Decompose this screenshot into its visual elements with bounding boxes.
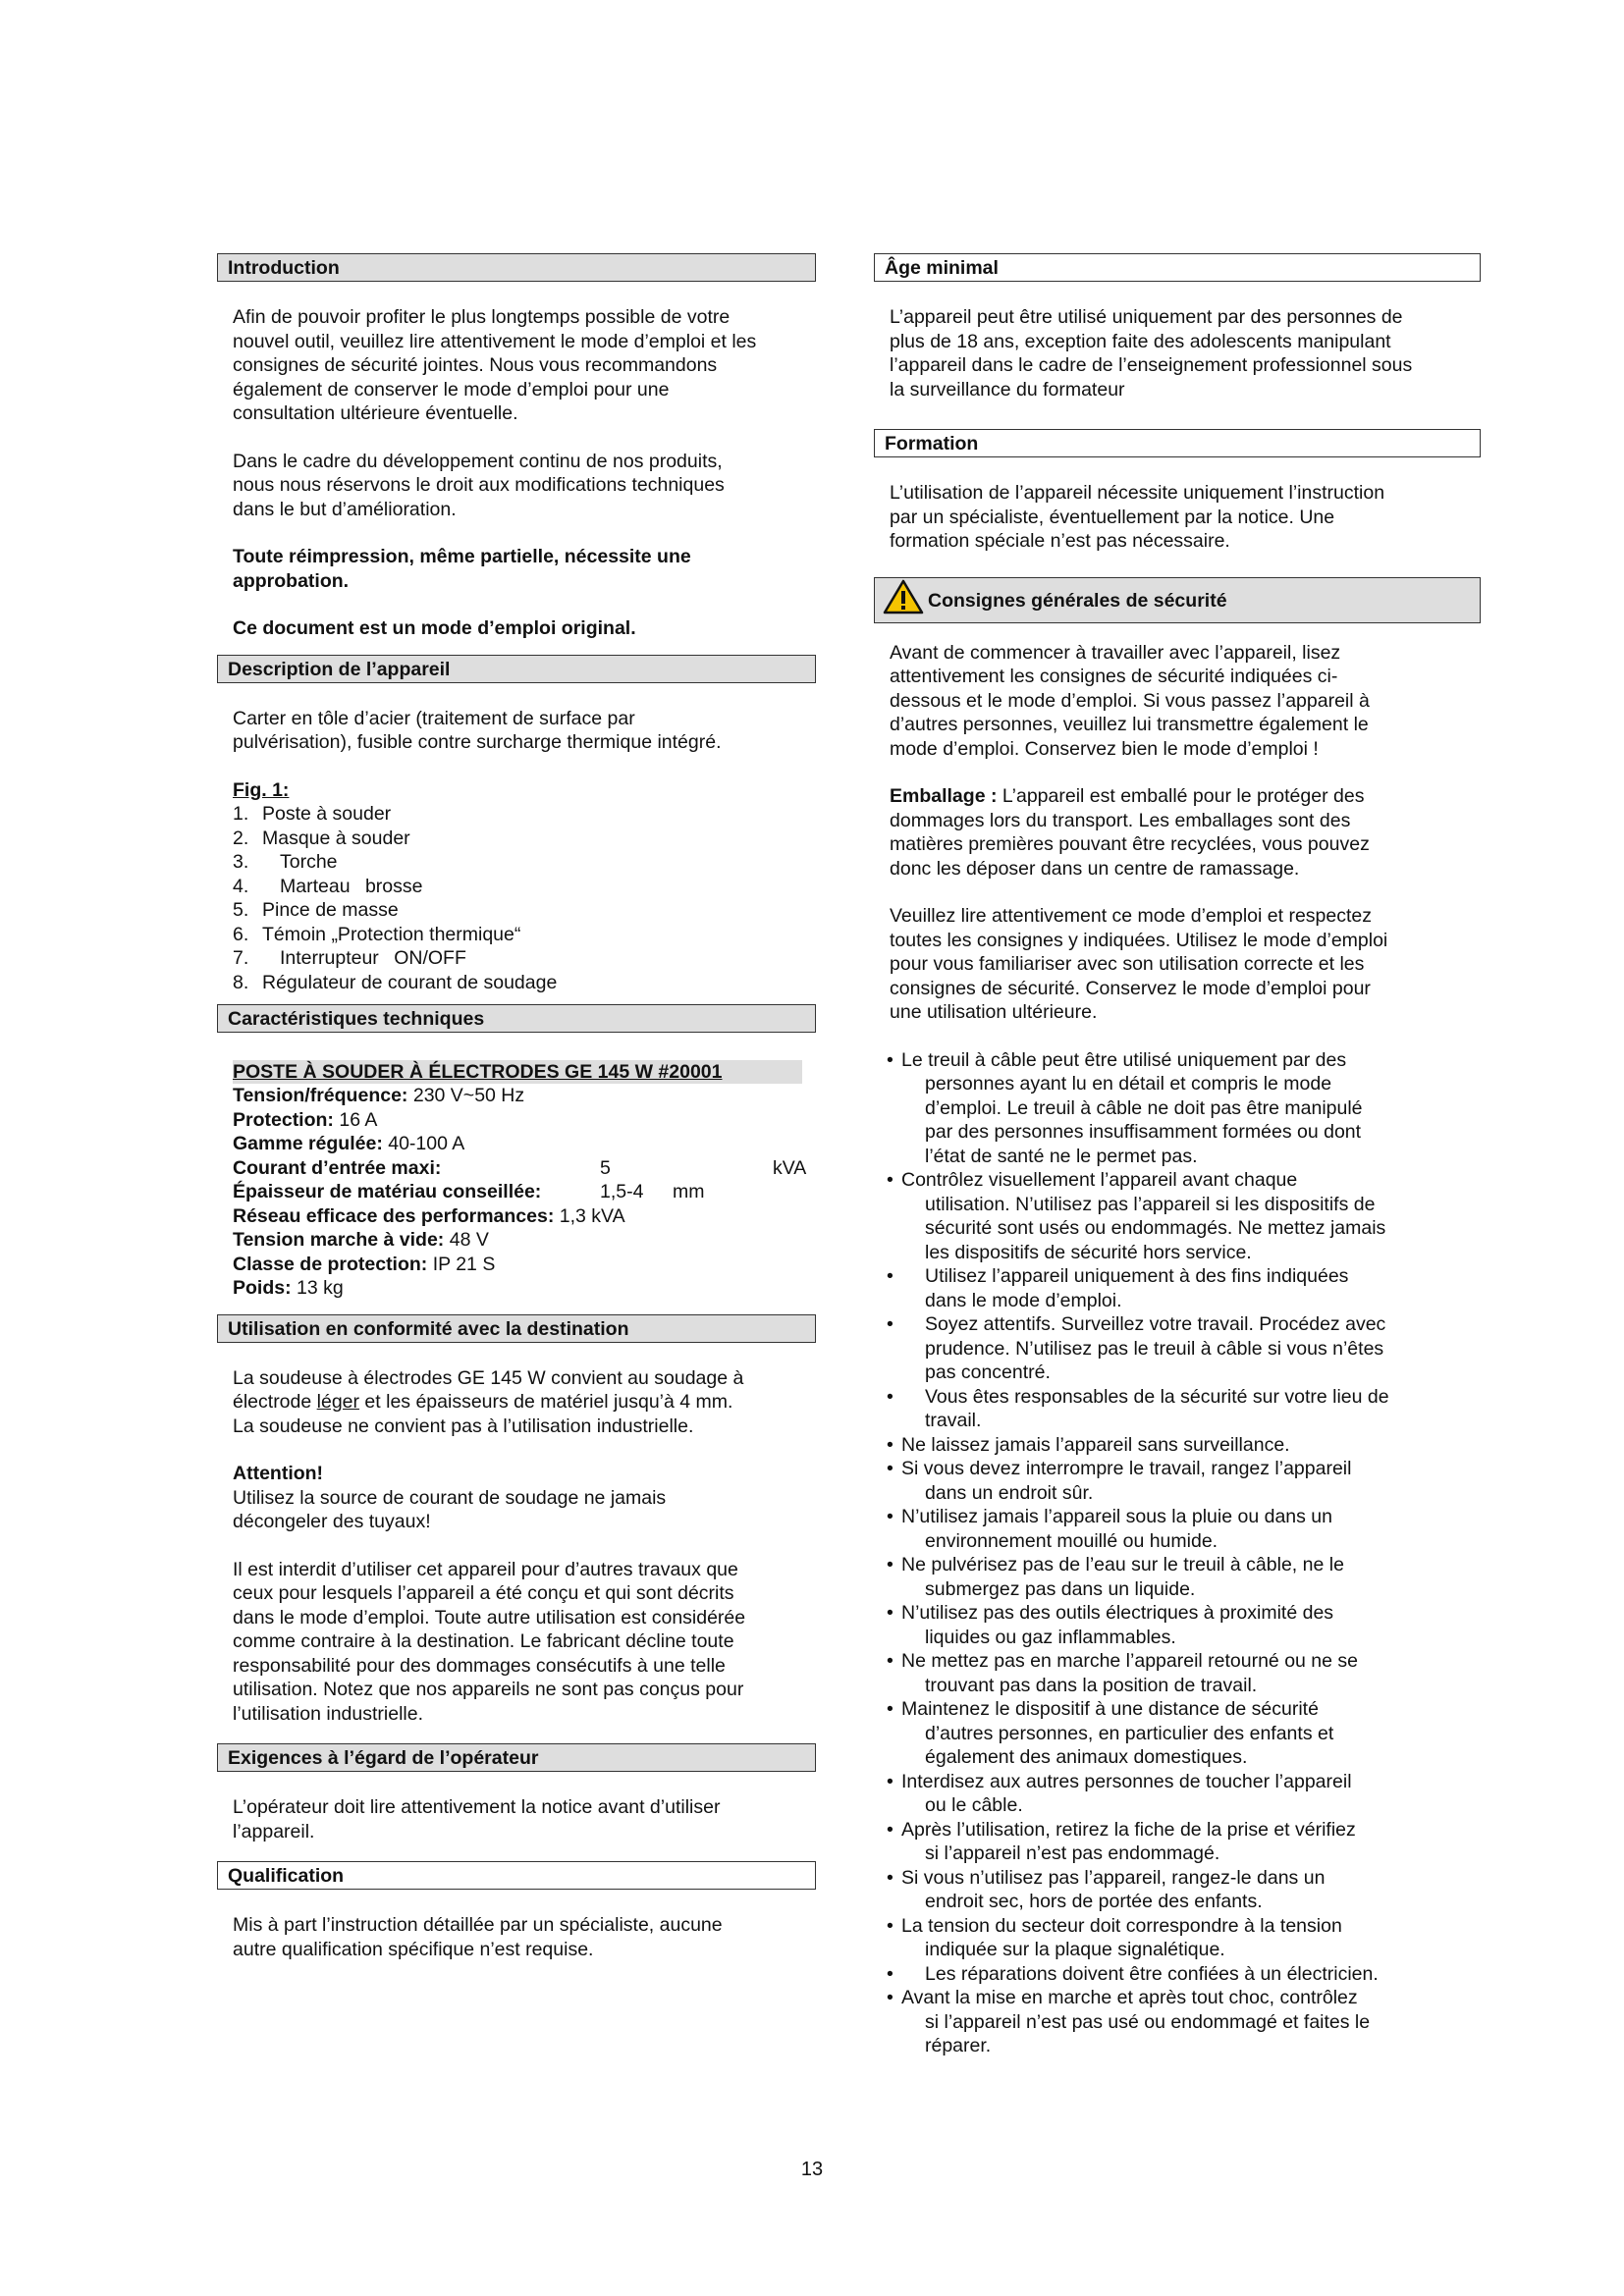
spec-label: Épaisseur de matériau conseillée: [233, 1181, 542, 1202]
bullet-icon: • [887, 1818, 893, 1841]
section-heading-text: Consignes générales de sécurité [928, 589, 1227, 612]
bullet-icon: • [887, 1914, 893, 1937]
text-line: d’autres personnes, veuillez lui transmettre également le [890, 714, 1369, 735]
item-text: Masque à souder [262, 827, 410, 849]
list-item [874, 1337, 1481, 1362]
list-item [874, 1722, 1481, 1746]
bullet-icon: • [887, 1265, 893, 1287]
text-line: consultation ultérieure éventuelle. [233, 402, 518, 424]
list-item [874, 2010, 1481, 2035]
spec-label: Tension/fréquence: [233, 1085, 408, 1106]
list-item [874, 1914, 1481, 1939]
spec-label: Courant d’entrée maxi: [233, 1156, 442, 1179]
item-text: Pince de masse [262, 899, 399, 921]
list-item [233, 802, 816, 827]
list-item [874, 1312, 1481, 1337]
spec-row [233, 1204, 816, 1229]
operator-paragraph [217, 1795, 816, 1843]
bullet-text: Utilisez l’appareil uniquement à des fins indiquées [925, 1265, 1349, 1287]
original-document-notice: Ce document est un mode d’emploi original. [233, 617, 636, 639]
bullet-icon: • [887, 1506, 893, 1527]
list-item [874, 1481, 1481, 1506]
bullet-text: indiquée sur la plaque signalétique. [925, 1939, 1225, 1960]
bullet-text: Avant la mise en marche et après tout choc, contrôlez [901, 1987, 1358, 2008]
text-line: dommages lors du transport. Les emballages sont des [890, 809, 1351, 831]
text-fragment: et les épaisseurs de matériel jusqu’à 4 mm. [359, 1391, 733, 1413]
bullet-text: travail. [925, 1410, 982, 1431]
bullet-icon: • [887, 1770, 893, 1792]
text-line: comme contraire à la destination. Le fabricant décline toute [233, 1630, 734, 1652]
bullet-text: Interdisez aux autres personnes de toucher l’appareil [901, 1770, 1352, 1792]
spec-label: Protection: [233, 1108, 334, 1131]
list-item [874, 1072, 1481, 1096]
text-line: consignes de sécurité jointes. Nous vous recommandons [233, 354, 718, 376]
bullet-text: d’emploi. Le treuil à câble ne doit pas être manipulé [925, 1096, 1363, 1119]
text-line: formation spéciale n’est pas nécessaire. [890, 530, 1230, 552]
section-heading-specifications: Caractéristiques techniques [217, 1004, 816, 1033]
bullet-text: Les réparations doivent être confiées à un électricien. [925, 1962, 1379, 1985]
text-line: nouvel outil, veuillez lire attentivement le mode d’emploi et les [233, 330, 757, 352]
bullet-text: personnes ayant lu en détail et compris le mode [925, 1073, 1332, 1095]
text-line: une utilisation ultérieure. [890, 1001, 1098, 1023]
text-line [890, 784, 1481, 809]
list-item [874, 1962, 1481, 1987]
text-line: toutes les consignes y indiquées. Utilisez le mode d’emploi [890, 929, 1388, 951]
text-line: l’appareil dans le cadre de l’enseignement professionnel sous [890, 354, 1413, 376]
spec-value: 5 [600, 1156, 611, 1179]
text-line: L’appareil peut être utilisé uniquement par des personnes de [890, 306, 1403, 328]
bullet-text: N’utilisez pas des outils électriques à proximité des [901, 1602, 1334, 1624]
bullet-icon: • [887, 1048, 893, 1071]
manual-reading-paragraph [874, 904, 1481, 1025]
bullet-icon: • [887, 1554, 893, 1575]
bullet-text: ou le câble. [925, 1794, 1023, 1816]
bullet-text: les dispositifs de sécurité hors service. [925, 1241, 1252, 1263]
bullet-text: par des personnes insuffisamment formées ou dont [925, 1121, 1362, 1143]
item-number: 1. [233, 803, 249, 825]
bullet-text: sécurité sont usés ou endommagés. Ne mettez jamais [925, 1217, 1386, 1239]
list-item [874, 1433, 1481, 1458]
section-heading-general-safety [874, 577, 1481, 623]
list-item [874, 1193, 1481, 1217]
spec-value: IP 21 S [432, 1253, 496, 1275]
text-line: l’appareil. [233, 1820, 315, 1842]
list-item [874, 1264, 1481, 1289]
section-heading-intended-use: Utilisation en conformité avec la destination [217, 1314, 816, 1343]
text-line: consignes de sécurité. Conservez le mode d’emploi pour [890, 977, 1371, 999]
text-line: nous nous réservons le droit aux modifications techniques [233, 474, 725, 496]
list-item [874, 1168, 1481, 1193]
text-line: également de conserver le mode d’emploi pour une [233, 378, 670, 400]
text-line: matières premières pouvant être recyclées, vous pouvez [890, 833, 1370, 855]
list-item [874, 1745, 1481, 1770]
text-line: Utilisez la source de courant de soudage ne jamais [233, 1486, 667, 1509]
list-item [874, 1793, 1481, 1818]
text-line: La soudeuse à électrodes GE 145 W convient au soudage à [233, 1366, 744, 1389]
warning-triangle-icon [883, 579, 924, 614]
bullet-text: liquides ou gaz inflammables. [925, 1626, 1176, 1648]
spec-row [233, 1108, 816, 1133]
item-text: Témoin „Protection thermique“ [262, 923, 521, 945]
spec-value: 230 V~50 Hz [412, 1085, 525, 1106]
bullet-text: endroit sec, hors de portée des enfants. [925, 1891, 1263, 1912]
bullet-text: si l’appareil n’est pas usé ou endommagé et faites le [925, 2010, 1371, 2033]
text-line: approbation. [233, 569, 350, 592]
list-item [233, 946, 816, 971]
packaging-paragraph [874, 784, 1481, 881]
spec-label: Gamme régulée: [233, 1133, 383, 1154]
bullet-text: submergez pas dans un liquide. [925, 1577, 1196, 1600]
item-number: 6. [233, 923, 249, 945]
spec-row [233, 1253, 816, 1277]
list-item [874, 1649, 1481, 1674]
list-item [874, 1626, 1481, 1650]
item-text: Poste à souder [262, 803, 392, 825]
text-line: la surveillance du formateur [890, 378, 1125, 400]
bullet-text: prudence. N’utilisez pas le treuil à câble si vous n’êtes [925, 1337, 1384, 1360]
section-heading-introduction: Introduction [217, 253, 816, 282]
text-line: mode d’emploi. Conservez bien le mode d’emploi ! [890, 737, 1319, 760]
bullet-text: Si vous n’utilisez pas l’appareil, rangez-le dans un [901, 1866, 1326, 1889]
text-line: dans le mode d’emploi. Toute autre utilisation est considérée [233, 1606, 746, 1629]
section-heading-qualification: Qualification [217, 1861, 816, 1890]
bullet-text: Contrôlez visuellement l’appareil avant chaque [901, 1169, 1298, 1191]
list-item [874, 1289, 1481, 1313]
text-line: dans le but d’amélioration. [233, 498, 457, 520]
list-item [874, 1553, 1481, 1577]
item-text: Régulateur de courant de soudage [262, 971, 558, 993]
item-number: 7. [233, 947, 249, 969]
list-item [874, 1770, 1481, 1794]
text-line: Avant de commencer à travailler avec l’appareil, lisez [890, 641, 1341, 664]
list-item [874, 1577, 1481, 1602]
bullet-icon: • [887, 1987, 893, 2008]
list-item [874, 1241, 1481, 1265]
item-number: 8. [233, 971, 249, 993]
section-heading-description: Description de l’appareil [217, 655, 816, 683]
bullet-icon: • [887, 1602, 893, 1624]
text-line: Dans le cadre du développement continu de nos produits, [233, 450, 723, 472]
bullet-text: La tension du secteur doit correspondre à la tension [901, 1914, 1342, 1937]
spec-row [233, 1084, 816, 1108]
spec-row [233, 1132, 816, 1156]
intro-paragraph-2 [217, 450, 816, 522]
item-text: Marteau brosse [280, 875, 423, 897]
item-number: 5. [233, 899, 249, 921]
text-fragment: électrode [233, 1391, 317, 1413]
bullet-text: Après l’utilisation, retirez la fiche de la prise et vérifiez [901, 1818, 1356, 1841]
spec-unit: kVA [773, 1156, 807, 1179]
text-line: ceux pour lesquels l’appareil a été conçu et qui sont décrits [233, 1582, 734, 1604]
bullet-icon: • [887, 1433, 893, 1456]
bullet-icon: • [887, 1698, 893, 1720]
bullet-text: l’état de santé ne le permet pas. [925, 1145, 1198, 1167]
training-paragraph [874, 481, 1481, 554]
left-column [217, 253, 816, 1961]
bullet-text: trouvant pas dans la position de travail. [925, 1674, 1258, 1696]
right-column [874, 253, 1481, 2058]
bullet-text: réparer. [925, 2035, 992, 2056]
list-item [874, 1457, 1481, 1481]
text-line: Carter en tôle d’acier (traitement de surface par [233, 707, 635, 729]
section-heading-minimum-age: Âge minimal [874, 253, 1481, 282]
spec-label: Poids: [233, 1277, 292, 1299]
text-line [233, 1390, 816, 1415]
figure-title: Fig. 1: [233, 778, 290, 801]
text-line: l’utilisation industrielle. [233, 1702, 424, 1725]
list-item [874, 1938, 1481, 1962]
spec-value: 48 V [449, 1229, 489, 1251]
description-paragraph [217, 707, 816, 755]
bullet-text: également des animaux domestiques. [925, 1746, 1248, 1768]
bullet-text: utilisation. N’utilisez pas l’appareil si les dispositifs de [925, 1193, 1376, 1215]
packaging-label: Emballage : [890, 785, 998, 807]
list-item [874, 1890, 1481, 1914]
text-line: Veuillez lire attentivement ce mode d’emploi et respectez [890, 905, 1373, 927]
list-item [233, 898, 816, 923]
spec-row [233, 1228, 816, 1253]
bullet-icon: • [887, 1866, 893, 1889]
text-line: plus de 18 ans, exception faite des adolescents manipulant [890, 330, 1391, 352]
list-item [874, 1601, 1481, 1626]
item-text: Interrupteur ON/OFF [280, 947, 466, 969]
text-line: L’opérateur doit lire attentivement la notice avant d’utiliser [233, 1796, 721, 1818]
bullet-text: Soyez attentifs. Surveillez votre travail. Procédez avec [925, 1313, 1386, 1335]
text-fragment: L’appareil est emballé pour le protéger des [997, 785, 1365, 807]
product-title: POSTE À SOUDER À ÉLECTRODES GE 145 W #20001 [233, 1060, 802, 1084]
item-number: 4. [233, 875, 249, 897]
safety-bullet-list [874, 1048, 1481, 2058]
spec-value: 13 kg [297, 1277, 344, 1299]
list-item [874, 2034, 1481, 2058]
bullet-text: Vous êtes responsables de la sécurité sur votre lieu de [925, 1385, 1389, 1408]
list-item [874, 1361, 1481, 1385]
list-item [233, 875, 816, 899]
text-line: décongeler des tuyaux! [233, 1511, 431, 1532]
spec-row [233, 1180, 816, 1204]
text-line: responsabilité pour des dommages consécutifs à une telle [233, 1654, 726, 1677]
list-item [874, 1866, 1481, 1891]
spec-value: 40-100 A [388, 1133, 465, 1154]
item-number: 3. [233, 851, 249, 873]
bullet-text: Si vous devez interrompre le travail, rangez l’appareil [901, 1458, 1352, 1479]
bullet-text: Ne mettez pas en marche l’appareil retourné ou ne se [901, 1650, 1359, 1672]
bullet-text: pas concentré. [925, 1362, 1051, 1383]
spec-label: Classe de protection: [233, 1253, 428, 1275]
bullet-text: environnement mouillé ou humide. [925, 1529, 1218, 1552]
text-line: dessous et le mode d’emploi. Si vous passez l’appareil à [890, 689, 1370, 712]
spec-label: Réseau efficace des performances: [233, 1204, 555, 1227]
spec-value: 16 A [339, 1108, 378, 1131]
list-item [874, 1674, 1481, 1698]
underlined-word: léger [316, 1391, 360, 1413]
minimum-age-paragraph [874, 305, 1481, 401]
spec-row [233, 1276, 816, 1301]
list-item [874, 1048, 1481, 1073]
prohibited-use-paragraph [217, 1558, 816, 1727]
text-line: pour vous familiariser avec son utilisation correcte et les [890, 953, 1365, 975]
bullet-icon: • [887, 1650, 893, 1672]
text-line: Il est interdit d’utiliser cet appareil pour d’autres travaux que [233, 1558, 738, 1580]
spec-value: 1,5-4 [600, 1181, 644, 1202]
section-heading-training: Formation [874, 429, 1481, 457]
list-item [874, 1697, 1481, 1722]
text-line: par un spécialiste, éventuellement par la notice. Une [890, 506, 1335, 528]
item-number: 2. [233, 827, 249, 849]
bullet-icon: • [887, 1169, 893, 1191]
item-text: Torche [280, 851, 338, 873]
list-item [874, 1818, 1481, 1842]
text-line: L’utilisation de l’appareil nécessite uniquement l’instruction [890, 482, 1385, 504]
spec-unit: mm [673, 1181, 705, 1202]
intro-paragraph [217, 305, 816, 426]
figure-legend-list [217, 802, 816, 994]
bullet-text: Le treuil à câble peut être utilisé uniquement par des [901, 1048, 1347, 1071]
bullet-text: Maintenez le dispositif à une distance de sécurité [901, 1698, 1319, 1720]
bullet-icon: • [887, 1385, 893, 1408]
list-item [874, 1505, 1481, 1529]
list-item [874, 1120, 1481, 1145]
list-item [874, 1986, 1481, 2010]
spec-row [233, 1156, 816, 1181]
attention-block [217, 1462, 816, 1534]
spec-label: Tension marche à vide: [233, 1229, 445, 1251]
bullet-text: si l’appareil n’est pas endommagé. [925, 1842, 1220, 1864]
specifications-list [217, 1084, 816, 1301]
safety-intro-paragraph [874, 641, 1481, 762]
intended-use-paragraph [217, 1366, 816, 1439]
reprint-notice [217, 545, 816, 593]
text-line: utilisation. Notez que nos appareils ne sont pas conçus pour [233, 1679, 744, 1700]
list-item [233, 971, 816, 995]
list-item [233, 827, 816, 851]
bullet-text: dans le mode d’emploi. [925, 1289, 1122, 1311]
text-line: La soudeuse ne convient pas à l’utilisation industrielle. [233, 1415, 694, 1437]
list-item [233, 923, 816, 947]
bullet-icon: • [887, 1962, 893, 1985]
list-item [233, 850, 816, 875]
text-line: Toute réimpression, même partielle, nécessite une [233, 546, 691, 567]
bullet-text: Ne pulvérisez pas de l’eau sur le treuil à câble, ne le [901, 1554, 1344, 1575]
list-item [874, 1529, 1481, 1554]
spec-value: 1,3 kVA [559, 1204, 625, 1227]
text-line: donc les déposer dans un centre de ramassage. [890, 857, 1300, 880]
text-line: attentivement les consignes de sécurité indiquées ci- [890, 666, 1338, 687]
bullet-text: dans un endroit sûr. [925, 1481, 1094, 1504]
list-item [874, 1096, 1481, 1121]
text-line: pulvérisation), fusible contre surcharge thermique intégré. [233, 731, 722, 753]
list-item [874, 1409, 1481, 1433]
bullet-text: d’autres personnes, en particulier des enfants et [925, 1722, 1334, 1744]
text-line: autre qualification spécifique n’est requise. [233, 1938, 594, 1960]
list-item [874, 1842, 1481, 1866]
bullet-icon: • [887, 1313, 893, 1335]
attention-title: Attention! [233, 1463, 324, 1484]
text-line: Afin de pouvoir profiter le plus longtemps possible de votre [233, 306, 731, 328]
section-heading-operator-requirements: Exigences à l’égard de l’opérateur [217, 1743, 816, 1772]
text-line: Mis à part l’instruction détaillée par un spécialiste, aucune [233, 1914, 723, 1936]
page-number: 13 [800, 2159, 824, 2180]
bullet-icon: • [887, 1458, 893, 1479]
bullet-text: N’utilisez jamais l’appareil sous la pluie ou dans un [901, 1506, 1332, 1527]
list-item [874, 1145, 1481, 1169]
list-item [874, 1385, 1481, 1410]
list-item [874, 1216, 1481, 1241]
qualification-paragraph [217, 1913, 816, 1961]
bullet-text: Ne laissez jamais l’appareil sans surveillance. [901, 1433, 1290, 1456]
